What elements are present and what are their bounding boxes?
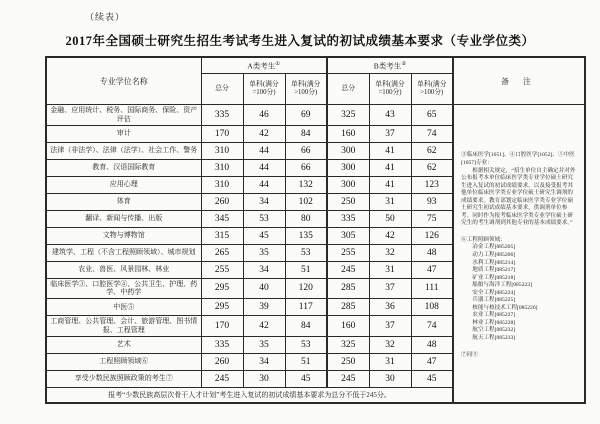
score-value: 65 [411, 105, 453, 126]
score-value: 245 [327, 370, 369, 387]
score-value: 108 [411, 299, 453, 316]
column-header-a-total: 总分 [201, 74, 243, 105]
score-value: 35 [243, 244, 285, 261]
score-value: 123 [411, 176, 453, 193]
score-value: 44 [243, 142, 285, 159]
major-name: 临床医学③、口腔医学④、公共卫生、护理、药学、中药学 [46, 278, 201, 299]
score-value: 170 [201, 316, 243, 337]
score-value: 48 [411, 244, 453, 261]
score-value: 300 [327, 142, 369, 159]
score-value: 31 [369, 353, 411, 370]
score-value: 117 [285, 299, 327, 316]
major-name: 享受少数民族照顾政策的考生⑦ [46, 370, 201, 387]
score-value: 310 [201, 142, 243, 159]
note-line: 航空工程[085232] [472, 327, 516, 334]
score-value: 35 [243, 336, 285, 353]
note-spacer [461, 228, 578, 237]
score-value: 135 [285, 227, 327, 244]
score-value: 53 [285, 336, 327, 353]
score-value: 120 [285, 278, 327, 299]
score-value: 126 [411, 227, 453, 244]
score-value: 93 [411, 193, 453, 210]
score-value: 66 [285, 142, 327, 159]
score-value: 170 [201, 125, 243, 142]
score-value: 51 [285, 353, 327, 370]
score-value: 310 [201, 159, 243, 176]
score-value: 250 [327, 353, 369, 370]
major-name: 中医⑤ [46, 299, 201, 316]
score-value: 53 [285, 244, 327, 261]
note-line: ⑦同③ [461, 351, 478, 358]
score-value: 41 [369, 176, 411, 193]
score-value: 102 [285, 193, 327, 210]
note-line: 航天工程[085233] [472, 334, 516, 341]
score-value: 345 [201, 210, 243, 227]
remark-notes [456, 145, 582, 361]
score-value: 42 [243, 125, 285, 142]
note-line: 矿业工程[085218] [472, 274, 516, 281]
note-line: 动力工程[085206] [472, 251, 516, 258]
major-name: 工商管理、公共管理、会计、旅游管理、图书情报、工程管理 [46, 316, 201, 337]
note-line: 水利工程[085214] [472, 259, 516, 266]
score-value: 62 [411, 159, 453, 176]
score-value: 40 [243, 278, 285, 299]
column-header-a-single100: 单科(满分=100分) [243, 74, 285, 105]
score-value: 34 [243, 193, 285, 210]
score-value: 300 [327, 176, 369, 193]
group-b-footnote-mark: ② [401, 60, 407, 67]
score-value: 255 [327, 244, 369, 261]
score-value: 325 [327, 105, 369, 126]
score-value: 44 [243, 159, 285, 176]
score-value: 265 [201, 244, 243, 261]
note-line: ⑥工程照顾领域： [461, 236, 506, 243]
major-name: 建筑学、工程（不含工程照顾领域）、城市规划 [46, 244, 201, 261]
note-line: 核能与核技术工程[085226] [472, 304, 538, 311]
column-header-remark: 备 注 [453, 57, 585, 105]
major-name: 金融、应用统计、税务、国际商务、保险、资产评估 [46, 105, 201, 126]
major-name: 教育、汉语国际教育 [46, 159, 201, 176]
table-row [46, 105, 585, 126]
group-a-footnote-mark: ① [275, 60, 281, 67]
major-name: 工程照顾领域⑥ [46, 353, 201, 370]
score-value: 295 [201, 299, 243, 316]
score-value: 45 [243, 227, 285, 244]
minority-plan-note: 报考“少数民族高层次骨干人才计划”考生进入复试的初试成绩基本要求为总分不低于245分。 [46, 387, 453, 403]
score-value: 74 [411, 316, 453, 337]
score-value: 34 [243, 353, 285, 370]
score-value: 39 [243, 299, 285, 316]
score-value: 315 [201, 227, 243, 244]
score-value: 260 [201, 193, 243, 210]
note-spacer [461, 343, 578, 352]
score-value: 80 [285, 210, 327, 227]
score-value: 41 [369, 159, 411, 176]
note-line: ③临床医学[1051]、④口腔医学[1052]、⑤中医[1057]专业： [461, 152, 575, 166]
score-value: 285 [327, 278, 369, 299]
score-value: 132 [285, 176, 327, 193]
note-line: 根据相关规定，“招生单位自主确定并对外公布报考本单位临床医学类专业学位硕士研究生进入复试的初试成绩要求，以及接受报考其他单位临床医学类专业学位硕士研究生调剂的成绩要求。教育部划定临床医学类专业学位硕士研究生初试成绩基本要求，供调剂单位参考。同时作为报考临床医学类专业学位硕士研究生的考生调剂到其他专业的基本成绩要求。” [461, 167, 576, 227]
score-value: 84 [285, 316, 327, 337]
score-table [45, 56, 586, 404]
column-header-b-single100: 单科(满分=100分) [369, 74, 411, 105]
score-value: 335 [201, 336, 243, 353]
column-header-b-total: 总分 [327, 74, 369, 105]
score-value: 47 [411, 261, 453, 278]
note-line: 冶金工程[085205] [472, 244, 516, 251]
score-value: 34 [243, 261, 285, 278]
score-value: 45 [411, 370, 453, 387]
score-value: 245 [327, 261, 369, 278]
major-name: 艺术 [46, 336, 201, 353]
score-value: 37 [369, 316, 411, 337]
score-value: 245 [201, 370, 243, 387]
score-value: 250 [327, 193, 369, 210]
score-value: 74 [411, 125, 453, 142]
score-value: 160 [327, 316, 369, 337]
score-value: 66 [285, 159, 327, 176]
score-value: 335 [327, 210, 369, 227]
score-value: 69 [285, 105, 327, 126]
score-value: 310 [201, 176, 243, 193]
note-line: 船舶与海洋工程[085223] [472, 282, 532, 289]
score-value: 48 [411, 336, 453, 353]
score-value: 43 [369, 105, 411, 126]
score-value: 335 [201, 105, 243, 126]
note-line: 林业工程[085228] [472, 319, 516, 326]
score-value: 295 [201, 278, 243, 299]
score-value: 41 [369, 142, 411, 159]
score-value: 31 [369, 261, 411, 278]
page-title: 2017年全国硕士研究生招生考试考生进入复试的初试成绩基本要求（专业学位类） [65, 34, 535, 48]
score-value: 32 [369, 244, 411, 261]
score-value: 37 [369, 278, 411, 299]
group-a-label: A类考生 [247, 61, 276, 71]
score-value: 84 [285, 125, 327, 142]
score-value: 325 [327, 336, 369, 353]
score-value: 32 [369, 336, 411, 353]
major-name: 翻译、新闻与传播、出版 [46, 210, 201, 227]
column-header-a-single-over100: 单科(满分>100分) [285, 74, 327, 105]
major-name: 审计 [46, 125, 201, 142]
score-value: 44 [243, 176, 285, 193]
major-name: 体育 [46, 193, 201, 210]
major-name: 法律（非法学）、法律（法学）、社会工作、警务 [46, 142, 201, 159]
column-header-group-b [327, 57, 453, 74]
score-value: 62 [411, 142, 453, 159]
note-line: 兵器工程[085225] [472, 297, 516, 304]
column-header-group-a [201, 57, 327, 74]
score-value: 255 [201, 261, 243, 278]
score-value: 285 [327, 299, 369, 316]
note-line: 地质工程[085217] [472, 267, 516, 274]
score-value: 37 [369, 125, 411, 142]
note-line: 农业工程[085227] [472, 312, 516, 319]
score-value: 160 [327, 125, 369, 142]
group-b-label: B类考生 [373, 61, 402, 71]
score-value: 31 [369, 193, 411, 210]
score-value: 42 [243, 316, 285, 337]
header-row-groups [46, 57, 585, 74]
major-name: 文物与博物馆 [46, 227, 201, 244]
column-header-major-name: 专业学位名称 [46, 57, 201, 105]
score-value: 30 [243, 370, 285, 387]
score-value: 46 [243, 105, 285, 126]
continuation-label: （续表） [85, 12, 126, 22]
score-value: 50 [369, 210, 411, 227]
score-value: 305 [327, 227, 369, 244]
major-name: 农业、兽医、风景园林、林业 [46, 261, 201, 278]
score-value: 47 [411, 353, 453, 370]
score-value: 75 [411, 210, 453, 227]
score-value: 260 [201, 353, 243, 370]
major-name: 应用心理 [46, 176, 201, 193]
score-value: 36 [369, 299, 411, 316]
score-value: 51 [285, 261, 327, 278]
note-line: 安全工程[085224] [472, 289, 516, 296]
column-header-b-single-over100: 单科(满分>100分) [411, 74, 453, 105]
score-value: 111 [411, 278, 453, 299]
score-value: 45 [285, 370, 327, 387]
score-value: 30 [369, 370, 411, 387]
score-value: 42 [369, 227, 411, 244]
score-value: 300 [327, 159, 369, 176]
score-value: 53 [243, 210, 285, 227]
remark-notes-cell [453, 105, 585, 403]
